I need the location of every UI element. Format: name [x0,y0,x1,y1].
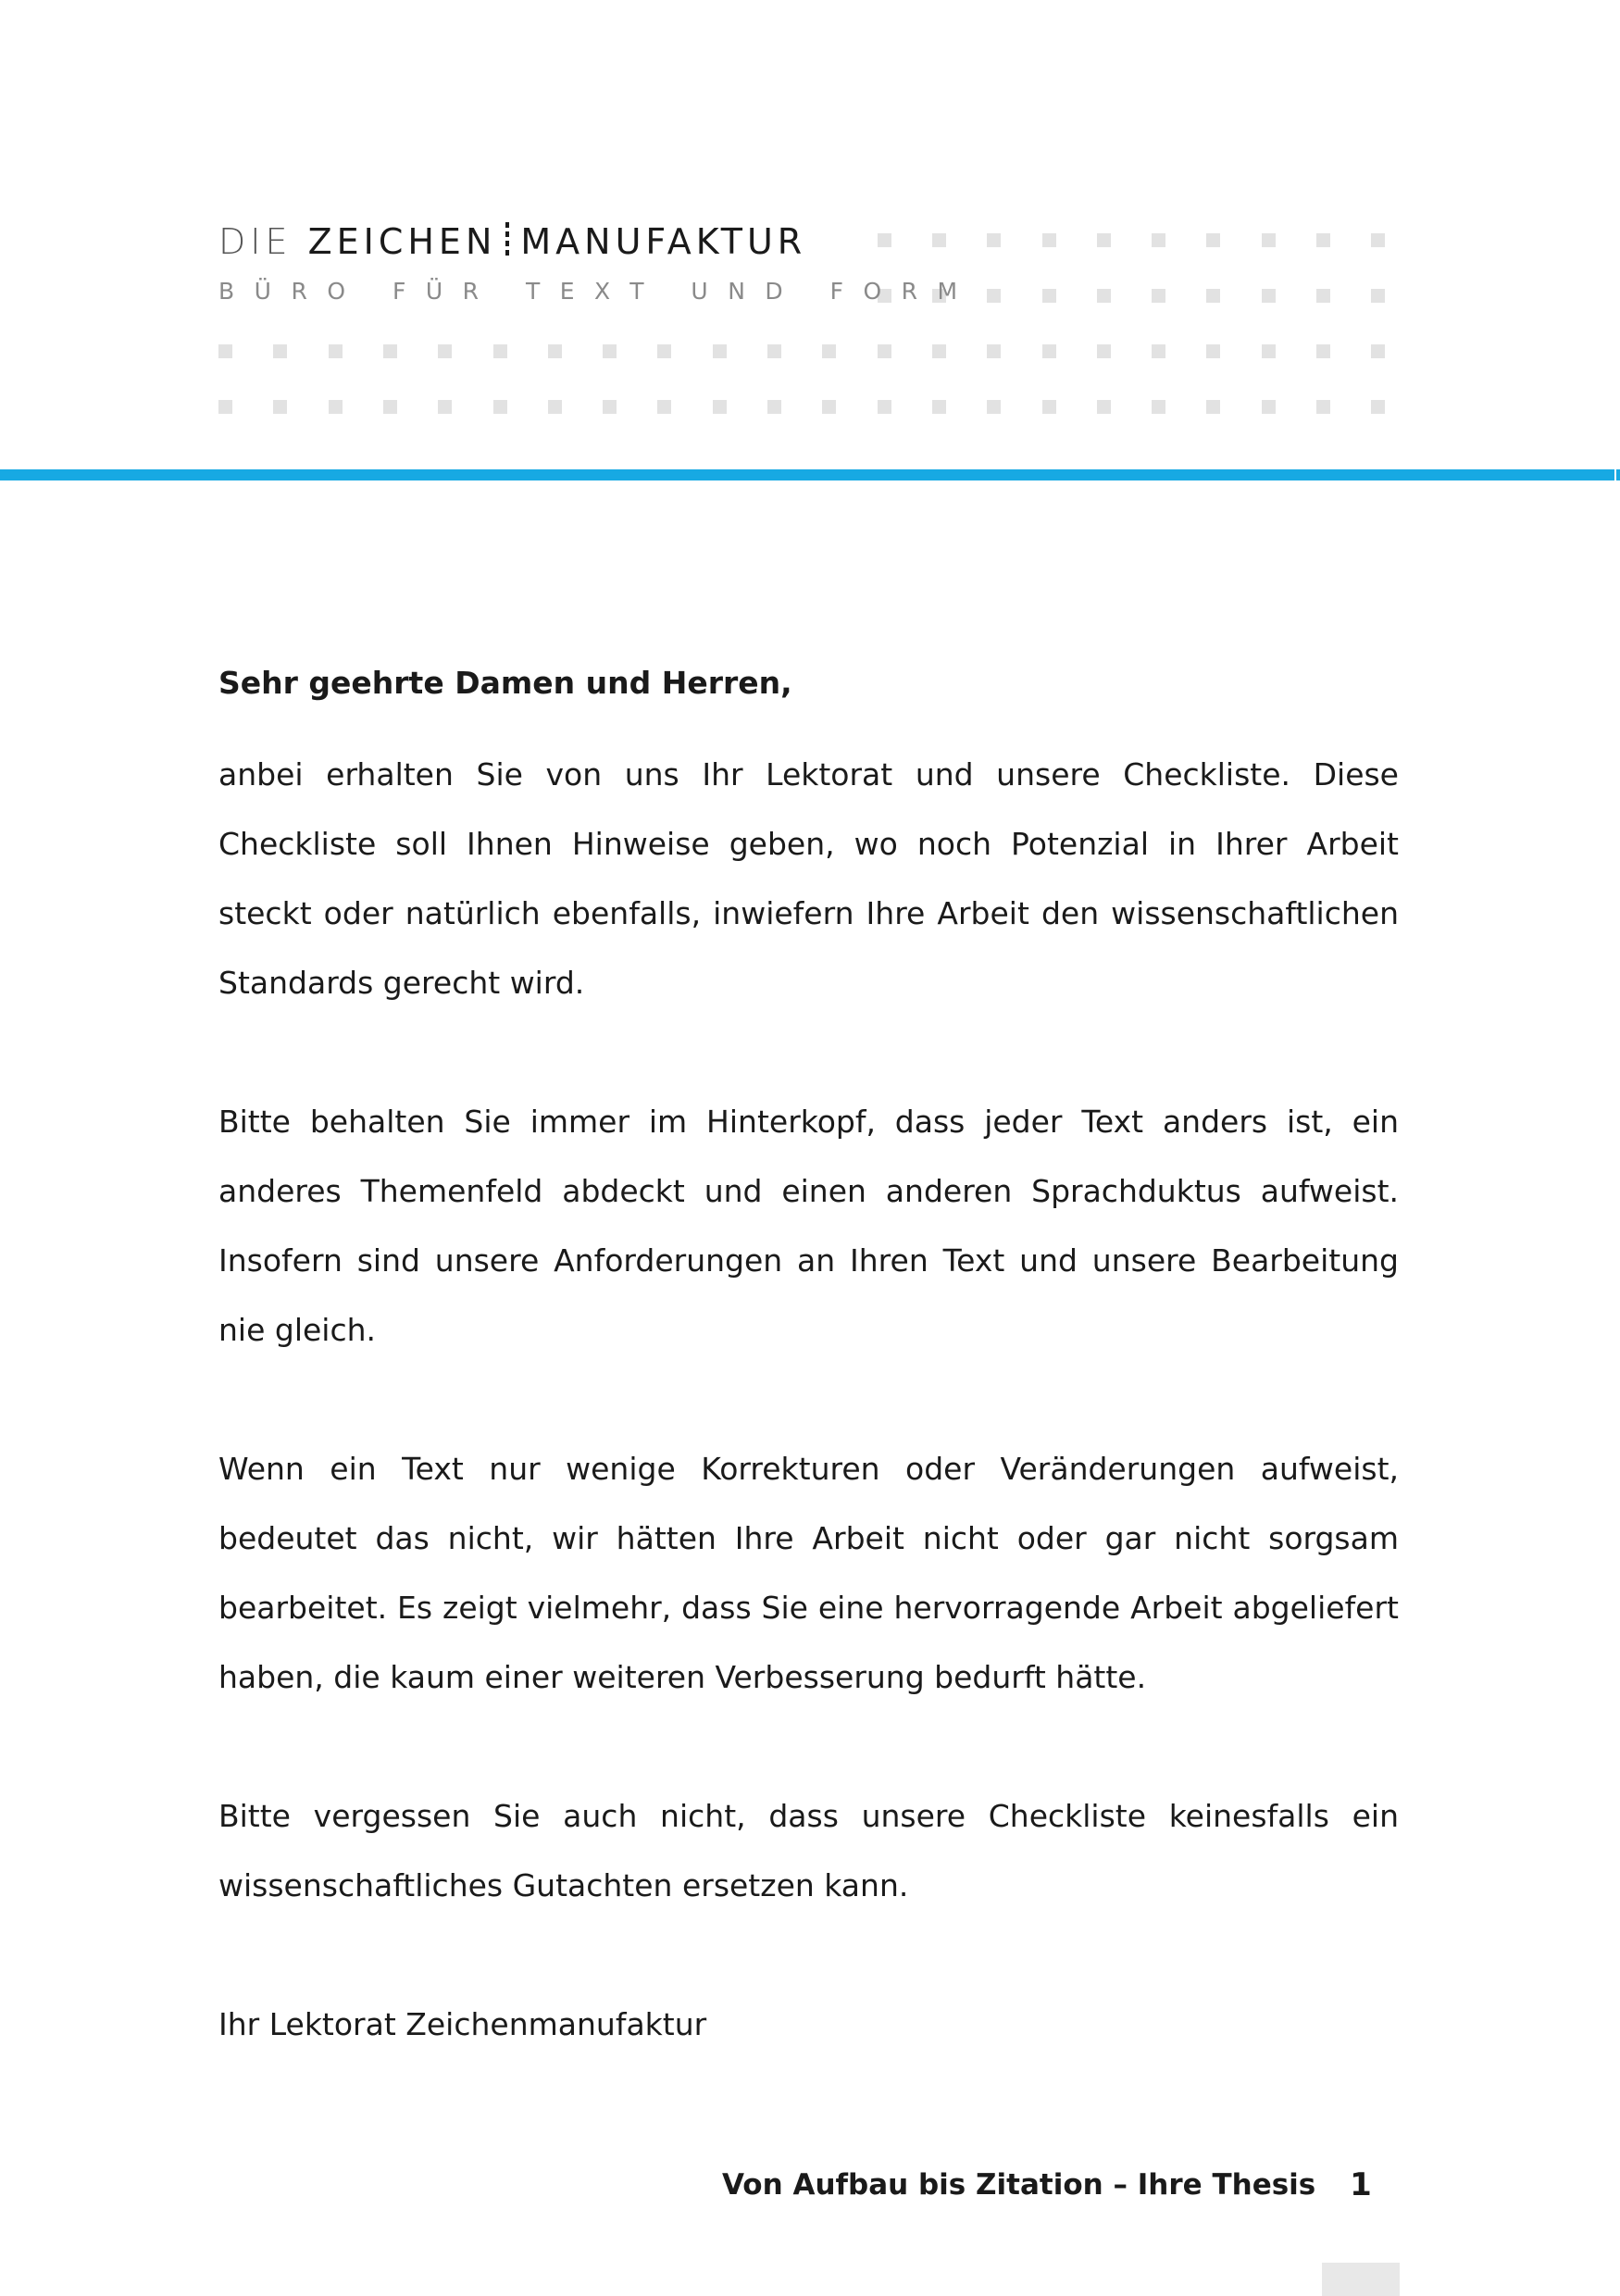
grid-dot [1371,344,1385,358]
grid-dot [713,344,727,358]
grid-dot [1042,400,1056,414]
grid-dot [1206,289,1220,303]
grid-dot [1152,289,1165,303]
letter-paragraph: anbei erhalten Sie von uns Ihr Lektorat und unsere Checkliste. Diese Checkliste soll Ihnen Hinweise geben, wo noch Potenzial in Ihrer Arbeit steckt oder natürlich ebenfalls, inwiefern Ihre Arbeit den wissenschaftlichen Standards gerecht wird. [218,756,1399,1001]
grid-dot [218,400,232,414]
letter-signature: Ihr Lektorat Zeichenmanufaktur [218,2006,707,2042]
grid-dot [932,344,946,358]
grid-dot [713,400,727,414]
grid-dot [329,344,343,358]
grid-dot [878,400,891,414]
grid-dot [438,344,452,358]
grid-dot [438,400,452,414]
letter-paragraph: Bitte behalten Sie immer im Hinterkopf, dass jeder Text anders ist, ein anderes Themenfeld abdeckt und einen anderen Sprachduktus aufweist. Insofern sind unsere Anforderungen an Ihren Text und unsere Bearbeitung nie gleich. [218,1104,1399,1348]
letter-greeting: Sehr geehrte Damen und Herren, [218,665,792,701]
letter-paragraph: Bitte vergessen Sie auch nicht, dass unsere Checkliste keinesfalls ein wissenschaftliches Gutachten ersetzen kann. [218,1798,1399,1903]
grid-dot [1152,233,1165,247]
grid-dot [822,400,836,414]
grid-dot [987,400,1001,414]
letter-body [218,648,1399,2059]
grid-dot [1262,289,1276,303]
grid-dot [1206,344,1220,358]
grid-dot [657,400,671,414]
logo-word-zeichen: ZEICHEN [307,221,497,262]
grid-dot [1262,400,1276,414]
grid-dot [548,344,562,358]
grid-dot [1097,233,1111,247]
footer-document-title: Von Aufbau bis Zitation – Ihre Thesis [722,2168,1316,2202]
grid-dot [1316,233,1330,247]
header-accent-bar [0,469,1614,480]
grid-dot [383,400,397,414]
company-logo [218,222,978,303]
grid-dot [548,400,562,414]
grid-dot [878,344,891,358]
grid-dot [1042,289,1056,303]
grid-dot [603,344,617,358]
grid-dot [1042,233,1056,247]
logo-dotted-separator [505,222,509,257]
grid-dot [932,400,946,414]
grid-dot [493,400,507,414]
header-accent-bar-end [1616,469,1620,480]
grid-dot [1371,233,1385,247]
grid-dot [1371,289,1385,303]
grid-dot [493,344,507,358]
grid-dot [218,344,232,358]
grid-dot [1316,289,1330,303]
grid-dot [273,344,287,358]
grid-dot [1206,400,1220,414]
grid-dot [1262,233,1276,247]
grid-dot [383,344,397,358]
grid-dot [1152,344,1165,358]
footer-page-number: 1 [1350,2166,1372,2203]
grid-dot [987,233,1001,247]
grid-dot [1316,400,1330,414]
grid-dot [1097,289,1111,303]
logo-wordmark [218,221,978,262]
logo-subtitle: BÜRO FÜR TEXT UND FORM [218,278,978,305]
grid-dot [767,400,781,414]
grid-dot [1371,400,1385,414]
logo-word-die: DIE [218,221,293,262]
grid-dot [822,344,836,358]
grid-dot [987,289,1001,303]
grid-dot [329,400,343,414]
corner-decoration [1322,2263,1400,2296]
grid-dot [1262,344,1276,358]
grid-dot [987,344,1001,358]
grid-dot [1206,233,1220,247]
grid-dot [1097,344,1111,358]
letter-paragraph: Wenn ein Text nur wenige Korrekturen oder Veränderungen aufweist, bedeutet das nicht, wir hätten Ihre Arbeit nicht oder gar nicht sorgsam bearbeitet. Es zeigt vielmehr, dass Sie eine hervorragende Arbeit abgeliefert haben, die kaum einer weiteren Verbesserung bedurft hätte. [218,1451,1399,1695]
grid-dot [1097,400,1111,414]
grid-dot [1042,344,1056,358]
grid-dot [273,400,287,414]
grid-dot [657,344,671,358]
grid-dot [767,344,781,358]
grid-dot [1316,344,1330,358]
logo-word-manufaktur: MANUFAKTUR [520,221,807,262]
grid-dot [603,400,617,414]
grid-dot [1152,400,1165,414]
